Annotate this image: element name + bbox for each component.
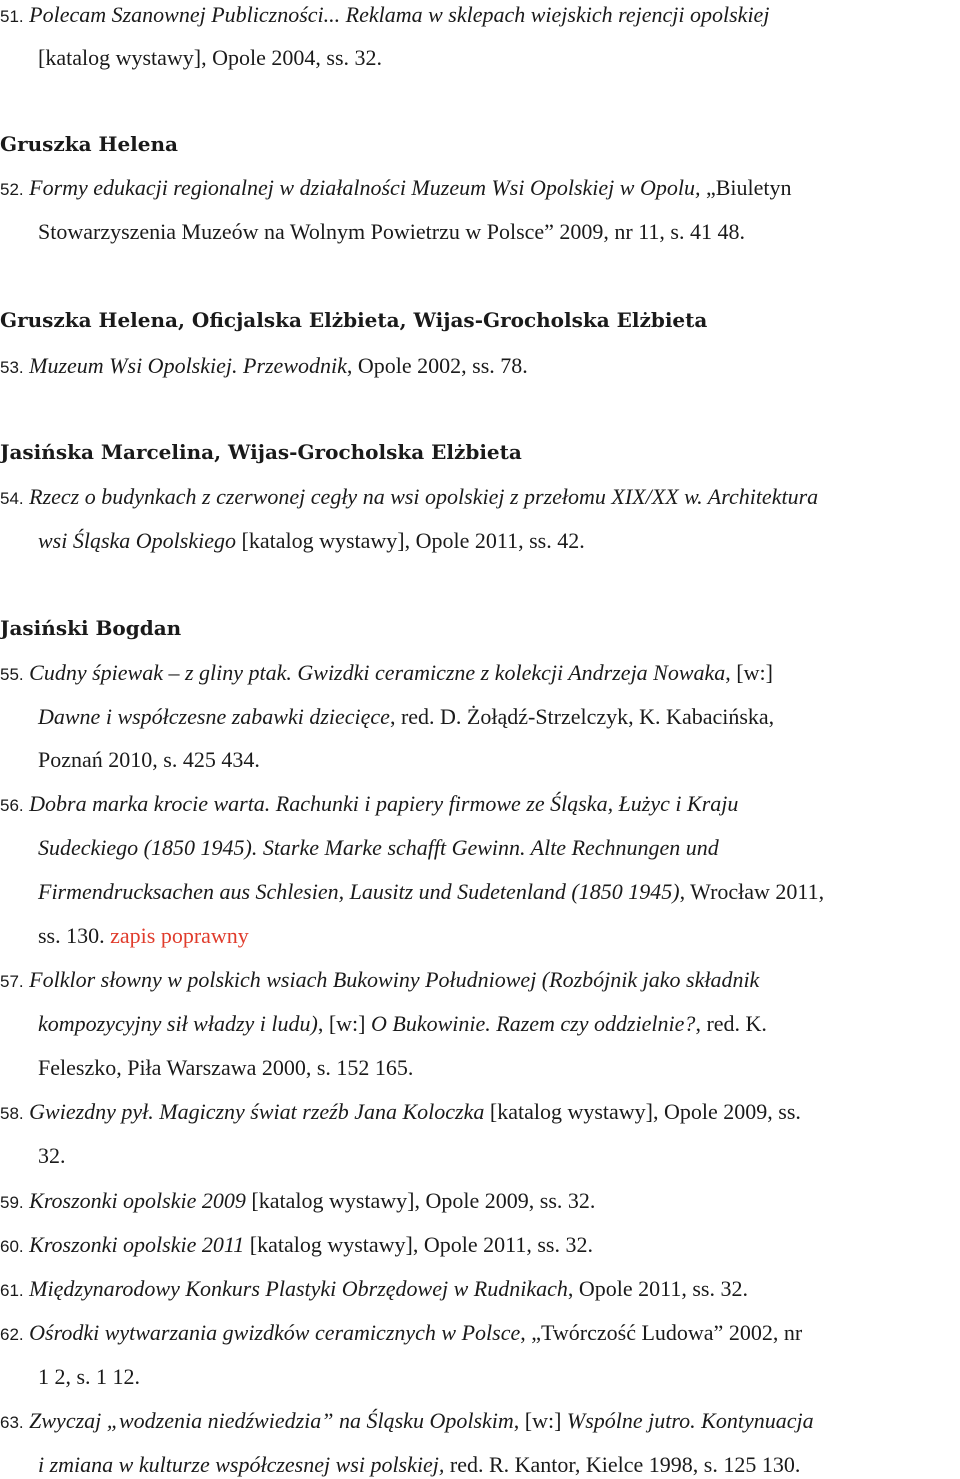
entry-title: kompozycyjny sił władzy i ludu) [38,1011,318,1036]
entry-title: wsi Śląska Opolskiego [38,528,236,553]
author-heading: Jasińska Marcelina, Wijas-Grocholska Elżbieta [0,440,522,464]
entry-publication-info: [katalog wystawy], Opole 2009, ss. 32. [245,1188,596,1213]
entry-editors: , red. D. Żołądź-Strzelczyk, K. Kabacińska, [389,704,775,729]
entry-62-line-1 [0,1320,802,1348]
entry-57-line-3 [38,1055,413,1081]
entry-57-line-1 [0,967,759,995]
entry-number: 52. [0,180,24,199]
entry-number: 61. [0,1281,24,1300]
entry-editors: , red. K. [695,1011,767,1036]
entry-56-line-4 [38,923,249,949]
entry-title: Firmendrucksachen aus Schlesien, Lausitz und Sudetenland (1850 1945) [38,879,680,904]
entry-title: Polecam Szanownej Publiczności... Reklama w sklepach wiejskich rejencji opolskiej [29,2,770,27]
entry-57-line-2 [38,1011,767,1037]
entry-51-line-2 [38,45,382,71]
entry-60-line-1 [0,1232,593,1260]
entry-54-line-2 [38,528,585,554]
entry-pages: 1 2, s. 1 12. [38,1364,141,1389]
entry-book-title: Wspólne jutro. Kontynuacja [566,1408,814,1433]
entry-title: Zwyczaj „wodzenia niedźwiedzia” na Śląsku Opolskim [29,1408,514,1433]
entry-63-line-1 [0,1408,814,1436]
entry-in: , [w:] [513,1408,567,1433]
entry-in: , [w:] [725,660,773,685]
entry-in: , [w:] [317,1011,371,1036]
entry-publication-info: red. R. Kantor, Kielce 1998, s. 125 130. [444,1452,801,1477]
entry-title: Ośrodki wytwarzania gwizdków ceramicznych w Polsce [29,1320,521,1345]
entry-title: Rzecz o budynkach z czerwonej cegły na wsi opolskiej z przełomu XIX/XX w. Architektura [29,484,819,509]
entry-book-title: i zmiana w kulturze współczesnej wsi polskiej, [38,1452,445,1477]
entry-number: 63. [0,1413,24,1432]
entry-title: Cudny śpiewak – z gliny ptak. Gwizdki ceramiczne z kolekcji Andrzeja Nowaka [29,660,726,685]
entry-number: 60. [0,1237,24,1256]
author-heading: Gruszka Helena, Oficjalska Elżbieta, Wijas-Grocholska Elżbieta [0,308,708,332]
entry-56-line-1 [0,791,738,819]
entry-58-line-1 [0,1099,801,1127]
entry-55-line-3 [38,747,260,773]
entry-publication-info: [katalog wystawy], Opole 2004, ss. 32. [38,45,383,70]
entry-publication-info: , „Twórczość Ludowa” 2002, nr [520,1320,803,1345]
entry-54-line-1 [0,484,818,512]
entry-51-line-1 [0,2,769,30]
entry-number: 56. [0,796,24,815]
entry-title: Folklor słowny w polskich wsiach Bukowiny Południowej (Rozbójnik jako składnik [29,967,760,992]
entry-pages: ss. 130. [38,923,111,948]
correction-note: zapis poprawny [110,923,249,948]
entry-publication-info: , Opole 2011, ss. 32. [567,1276,748,1301]
entry-number: 55. [0,665,24,684]
entry-title: Sudeckiego (1850 1945). Starke Marke schafft Gewinn. Alte Rechnungen und [38,835,719,860]
entry-publication-info: [katalog wystawy], Opole 2011, ss. 32. [244,1232,593,1257]
entry-journal: „Biuletyn [700,175,792,200]
entry-publication-info: Poznań 2010, s. 425 434. [38,747,260,772]
entry-number: 54. [0,489,24,508]
entry-56-line-3 [38,879,824,905]
entry-52-line-2 [38,219,745,245]
entry-book-title: Dawne i współczesne zabawki dziecięce [38,704,390,729]
entry-55-line-2 [38,704,774,730]
entry-title: Międzynarodowy Konkurs Plastyki Obrzędowej w Rudnikach [29,1276,568,1301]
entry-56-line-2 [38,835,719,861]
entry-number: 57. [0,972,24,991]
author-heading: Jasiński Bogdan [0,616,182,640]
entry-number: 51. [0,7,24,26]
entry-58-line-2 [38,1143,66,1169]
entry-title: Kroszonki opolskie 2009 [29,1188,246,1213]
entry-pages: 32. [38,1143,66,1168]
entry-publication-info: [katalog wystawy], Opole 2009, ss. [484,1099,801,1124]
entry-55-line-1 [0,660,773,688]
entry-53-line-1 [0,353,528,381]
entry-59-line-1 [0,1188,595,1216]
entry-title: Muzeum Wsi Opolskiej. [29,353,238,378]
entry-number: 58. [0,1104,24,1123]
entry-title: Gwiezdny pył. Magiczny świat rzeźb Jana Koloczka [29,1099,485,1124]
entry-publication-info: Stowarzyszenia Muzeów na Wolnym Powietrzu w Polsce” 2009, nr 11, s. 41 48. [38,219,745,244]
entry-book-title: O Bukowinie. Razem czy oddzielnie? [371,1011,696,1036]
entry-61-line-1 [0,1276,748,1304]
entry-publication-info: [katalog wystawy], Opole 2011, ss. 42. [236,528,585,553]
entry-publication-info: , Opole 2002, ss. 78. [346,353,528,378]
entry-62-line-2 [38,1364,140,1390]
author-heading: Gruszka Helena [0,132,178,156]
entry-number: 59. [0,1193,24,1212]
entry-number: 62. [0,1325,24,1344]
entry-title: Formy edukacji regionalnej w działalności Muzeum Wsi Opolskiej w Opolu, [29,175,701,200]
entry-title: Dobra marka krocie warta. Rachunki i papiery firmowe ze Śląska, Łużyc i Kraju [29,791,739,816]
entry-number: 53. [0,358,24,377]
entry-publication-info: Feleszko, Piła Warszawa 2000, s. 152 165. [38,1055,414,1080]
entry-title: Kroszonki opolskie 2011 [29,1232,245,1257]
entry-publication-info: , Wrocław 2011, [679,879,825,904]
entry-subtitle: Przewodnik [237,353,347,378]
entry-63-line-2 [38,1452,800,1478]
entry-52-line-1 [0,175,792,203]
